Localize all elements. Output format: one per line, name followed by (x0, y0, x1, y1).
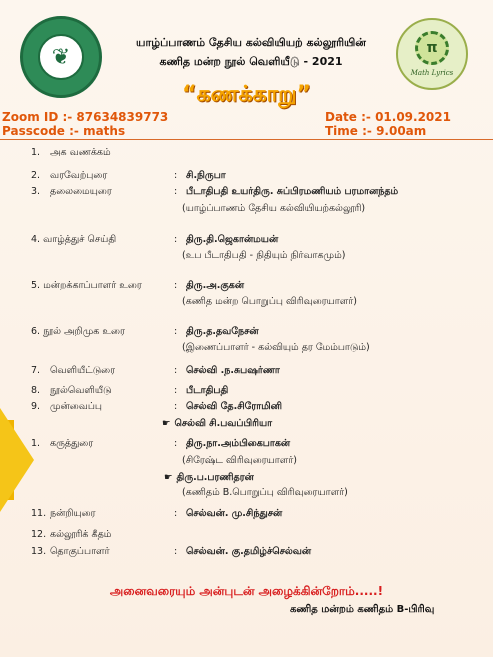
programme-item-note: (உப பீடாதிபதி - நிதியும் நிர்வாகமும்) (182, 250, 346, 261)
programme-item-note: (கணிதம் B.பொறுப்பு விரிவுரையாளர்) (182, 487, 348, 498)
math-club-logo-caption: Math Lyrics (410, 69, 454, 77)
event-subtitle: கணித மன்ற நூல் வெளியீடு - 2021 (159, 55, 343, 68)
pointing-hand-icon: ☛ (164, 472, 173, 483)
invitation-page: ❦ π Math Lyrics யாழ்ப்பாணம் தேசிய கல்வியியற் கல்லூரியின் கணித மன்ற நூல் வெளியீடு - 2021 “கணக்காறு” Zoom ID :- 87634839773 Passcode :- maths Date :- 01.09.2021 Time :- 9.00am 1. அக வணக்கம் 2. வரவேற்புரை : சி.நிருபா 3. தலைமையுரை : பீடாதிபதி உயர்திரு. சுப்பிரமணியம் பரமானந்தம் (யாழ்ப்பாணம் தேசிய கல்வியியற்கல்லூரி) 4. வாழ்த்துச் செய்தி : திரு.தி.ஜெகான்மயன் (உப பீடாதிபதி - நிதியும் நிர்வாகமும்) 5. மன்றக்காப்பாளர் உரை : திரு.அ.குகன் (கணித மன்ற பொறுப்பு விரிவுரையாளர்) 6. நூல் அறிமுக உரை : திரு.த.தவநேசன் (இணைப்பாளர் - கல்வியும் தர மேம்பாடும்) 7. வெளியீட்டுரை : செல்வி .ந.சுபஷர்ணா 8. நூல்வெளியீடு : பீடாதிபதி 9. முன்வைப்பு : செல்வி தே.சிரோமினி ☛ செல்வி சி.பவப்பிரியா 1. கருத்துரை : திரு.நா.அம்பிகைபாகன் (சிரேஷ்ட விரிவுரையாளர்) ☛ திரு.ப.பரணிதரன் (கணிதம் B.பொறுப்பு விரிவுரையாளர்) 11. நன்றியுரை : செல்வன். மு.சிந்துசன் 12. கல்லூரிக் கீதம் 13. தொகுப்பாளர் : செல்வன். கு.தமிழ்ச்செல்வன் அனைவரையும் அன்புடன் அழைக்கின்றோம்.....! கணித மன்றம் கணிதம் B-பிரிவு (0, 0, 493, 657)
programme-item-note: (இணைப்பாளர் - கல்வியும் தர மேம்பாடும்) (182, 342, 370, 353)
event-date: Date :- 01.09.2021 (325, 110, 451, 124)
zoom-id: Zoom ID :- 87634839773 (2, 110, 169, 124)
programme-item-bullet: ☛ திரு.ப.பரணிதரன் (164, 472, 254, 483)
passcode: Passcode :- maths (2, 124, 126, 138)
gear-icon: π (415, 31, 449, 65)
programme-item-note: (சிரேஷ்ட விரிவுரையாளர்) (182, 455, 297, 466)
college-emblem-icon: ❦ (38, 34, 84, 80)
programme-item-note: (கணித மன்ற பொறுப்பு விரிவுரையாளர்) (182, 296, 357, 307)
header-divider (0, 139, 493, 140)
event-time: Time :- 9.00am (325, 124, 427, 138)
book-title: “கணக்காறு” (181, 82, 311, 107)
math-club-logo (396, 18, 468, 90)
pointing-hand-icon: ☛ (162, 418, 171, 429)
decorative-arrow (0, 408, 34, 512)
invitation-message: அனைவரையும் அன்புடன் அழைக்கின்றோம்.....! (109, 584, 384, 598)
college-name: யாழ்ப்பாணம் தேசிய கல்வியியற் கல்லூரியின் (136, 36, 366, 49)
programme-item-bullet: ☛ செல்வி சி.பவப்பிரியா (162, 418, 273, 429)
organizer-name: கணித மன்றம் கணிதம் B-பிரிவு (290, 604, 435, 615)
programme-item-note: (யாழ்ப்பாணம் தேசிய கல்வியியற்கல்லூரி) (182, 203, 366, 214)
